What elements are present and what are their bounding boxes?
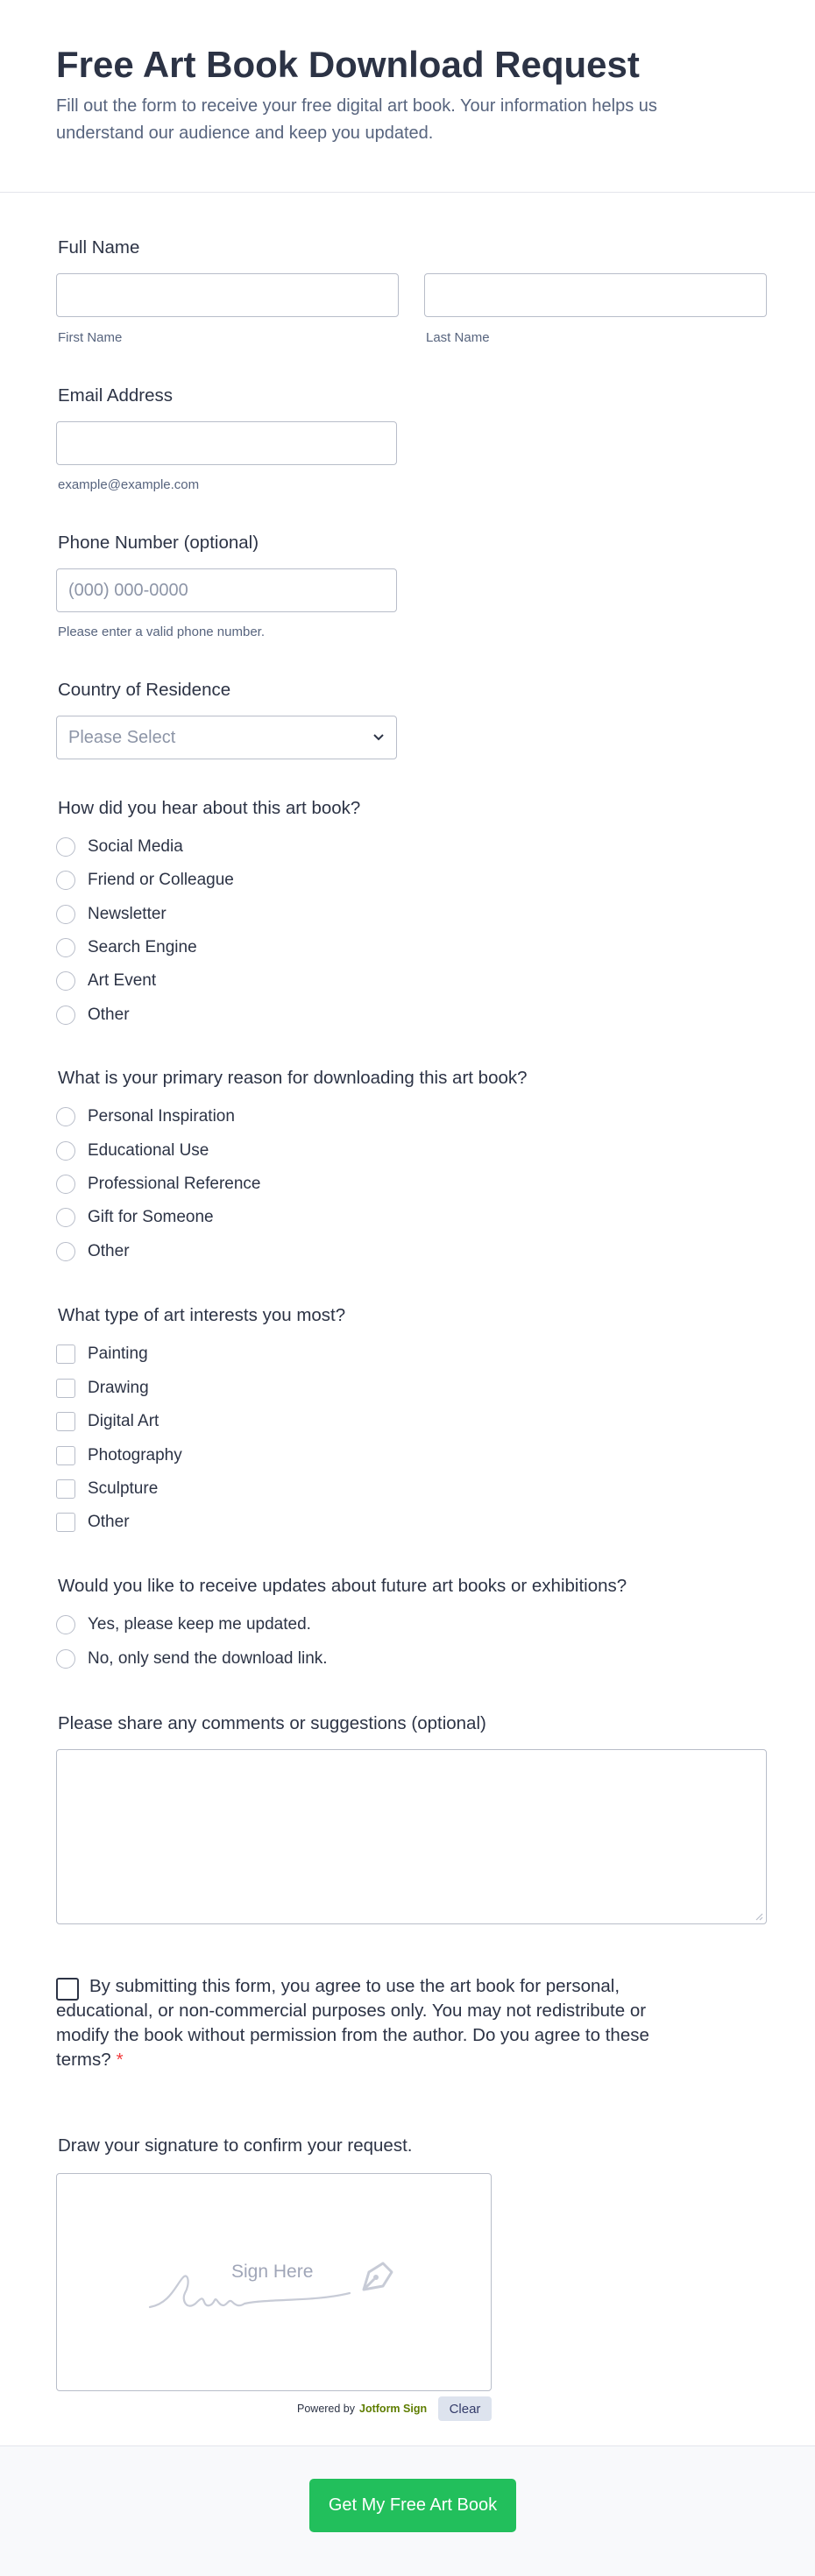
full-name-label: Full Name — [58, 237, 140, 258]
radio-button[interactable] — [56, 837, 75, 857]
radio-button[interactable] — [56, 1175, 75, 1194]
checkbox[interactable] — [56, 1412, 75, 1431]
chevron-down-icon — [372, 733, 385, 742]
option-label: No, only send the download link. — [88, 1649, 328, 1668]
reason-option-educational[interactable] — [56, 1140, 209, 1162]
option-label: Social Media — [88, 837, 183, 856]
reason-option-personal[interactable] — [56, 1105, 235, 1128]
checkbox[interactable] — [56, 1446, 75, 1465]
option-label: Art Event — [88, 971, 157, 990]
last-name-sublabel: Last Name — [426, 330, 490, 345]
radio-button[interactable] — [56, 938, 75, 957]
first-name-input[interactable] — [56, 273, 399, 317]
checkbox[interactable] — [56, 1344, 75, 1364]
hear-about-label: How did you hear about this art book? — [58, 798, 361, 818]
brand-link[interactable]: Jotform Sign — [359, 2403, 428, 2415]
checkbox[interactable] — [56, 1513, 75, 1532]
powered-by — [297, 2403, 427, 2415]
radio-button[interactable] — [56, 1006, 75, 1025]
header-divider — [0, 192, 815, 193]
email-label: Email Address — [58, 385, 174, 406]
option-label: Photography — [88, 1446, 182, 1464]
reason-option-gift[interactable] — [56, 1206, 214, 1229]
art-option-other[interactable] — [56, 1511, 130, 1534]
option-label: Other — [88, 1242, 130, 1260]
powered-by-text: Powered by — [297, 2403, 356, 2415]
radio-button[interactable] — [56, 1141, 75, 1161]
reason-option-other[interactable] — [56, 1240, 130, 1263]
option-label: Digital Art — [88, 1412, 159, 1430]
resize-handle-icon[interactable] — [755, 1912, 763, 1921]
option-label: Drawing — [88, 1379, 149, 1397]
hear-option-art-event[interactable] — [56, 970, 156, 992]
radio-button[interactable] — [56, 1615, 75, 1634]
reason-label: What is your primary reason for downloading this art book? — [58, 1068, 528, 1088]
hear-option-search-engine[interactable] — [56, 936, 197, 959]
phone-placeholder: (000) 000-0000 — [68, 580, 188, 600]
radio-button[interactable] — [56, 1107, 75, 1126]
phone-sublabel: Please enter a valid phone number. — [58, 625, 265, 639]
pen-nib-icon — [357, 2256, 397, 2297]
option-label: Other — [88, 1006, 130, 1024]
comments-label: Please share any comments or suggestions (optional) — [58, 1713, 486, 1733]
option-label: Newsletter — [88, 905, 167, 923]
hear-option-social-media[interactable] — [56, 836, 183, 858]
option-label: Personal Inspiration — [88, 1107, 235, 1126]
option-label: Friend or Colleague — [88, 871, 234, 889]
option-label: Painting — [88, 1344, 148, 1363]
country-label: Country of Residence — [58, 680, 231, 700]
art-option-drawing[interactable] — [56, 1377, 149, 1400]
reason-option-professional[interactable] — [56, 1173, 261, 1196]
phone-label: Phone Number (optional) — [58, 533, 259, 553]
form-title: Free Art Book Download Request — [56, 44, 640, 85]
art-option-painting[interactable] — [56, 1343, 148, 1366]
radio-button[interactable] — [56, 971, 75, 991]
hear-option-friend[interactable] — [56, 869, 234, 892]
option-label: Other — [88, 1513, 130, 1531]
radio-button[interactable] — [56, 1649, 75, 1669]
hear-option-newsletter[interactable] — [56, 903, 167, 926]
updates-option-no[interactable] — [56, 1648, 328, 1670]
option-label: Educational Use — [88, 1141, 209, 1160]
updates-label: Would you like to receive updates about future art books or exhibitions? — [58, 1576, 627, 1596]
phone-input[interactable] — [56, 568, 397, 612]
option-label: Search Engine — [88, 938, 197, 956]
signature-label: Draw your signature to confirm your request. — [58, 2135, 413, 2156]
checkbox[interactable] — [56, 1379, 75, 1398]
first-name-sublabel: First Name — [58, 330, 123, 345]
email-input[interactable] — [56, 421, 397, 465]
radio-button[interactable] — [56, 871, 75, 890]
email-sublabel: example@example.com — [58, 477, 200, 492]
last-name-input[interactable] — [424, 273, 767, 317]
hear-option-other[interactable] — [56, 1004, 130, 1027]
radio-button[interactable] — [56, 1242, 75, 1261]
option-label: Gift for Someone — [88, 1208, 214, 1226]
art-type-label: What type of art interests you most? — [58, 1305, 346, 1325]
submit-button[interactable]: Get My Free Art Book — [309, 2479, 516, 2532]
signature-hint: Sign Here — [231, 2262, 314, 2282]
terms-label: By submitting this form, you agree to use the art book for personal, educational, or non-commercial purposes only. You may not redistribute or modify the book without permission from the author. Do you agree to these terms? — [56, 1976, 649, 2070]
art-option-photography[interactable] — [56, 1444, 182, 1467]
radio-button[interactable] — [56, 1208, 75, 1227]
updates-option-yes[interactable] — [56, 1613, 311, 1636]
checkbox[interactable] — [56, 1479, 75, 1499]
country-select[interactable] — [56, 716, 397, 759]
option-label: Yes, please keep me updated. — [88, 1615, 311, 1634]
signature-pad[interactable] — [56, 2173, 492, 2391]
comments-textarea[interactable] — [56, 1749, 767, 1924]
art-option-digital-art[interactable] — [56, 1410, 159, 1433]
form-subtitle: Fill out the form to receive your free digital art book. Your information helps us understand our audience and keep you updated. — [56, 96, 657, 143]
option-label: Sculpture — [88, 1479, 159, 1498]
terms-text — [56, 1974, 687, 2072]
radio-button[interactable] — [56, 905, 75, 924]
option-label: Professional Reference — [88, 1175, 261, 1193]
art-option-sculpture[interactable] — [56, 1478, 158, 1500]
country-placeholder: Please Select — [68, 727, 176, 747]
required-mark: * — [116, 2050, 124, 2070]
clear-signature-button[interactable]: Clear — [438, 2396, 492, 2421]
